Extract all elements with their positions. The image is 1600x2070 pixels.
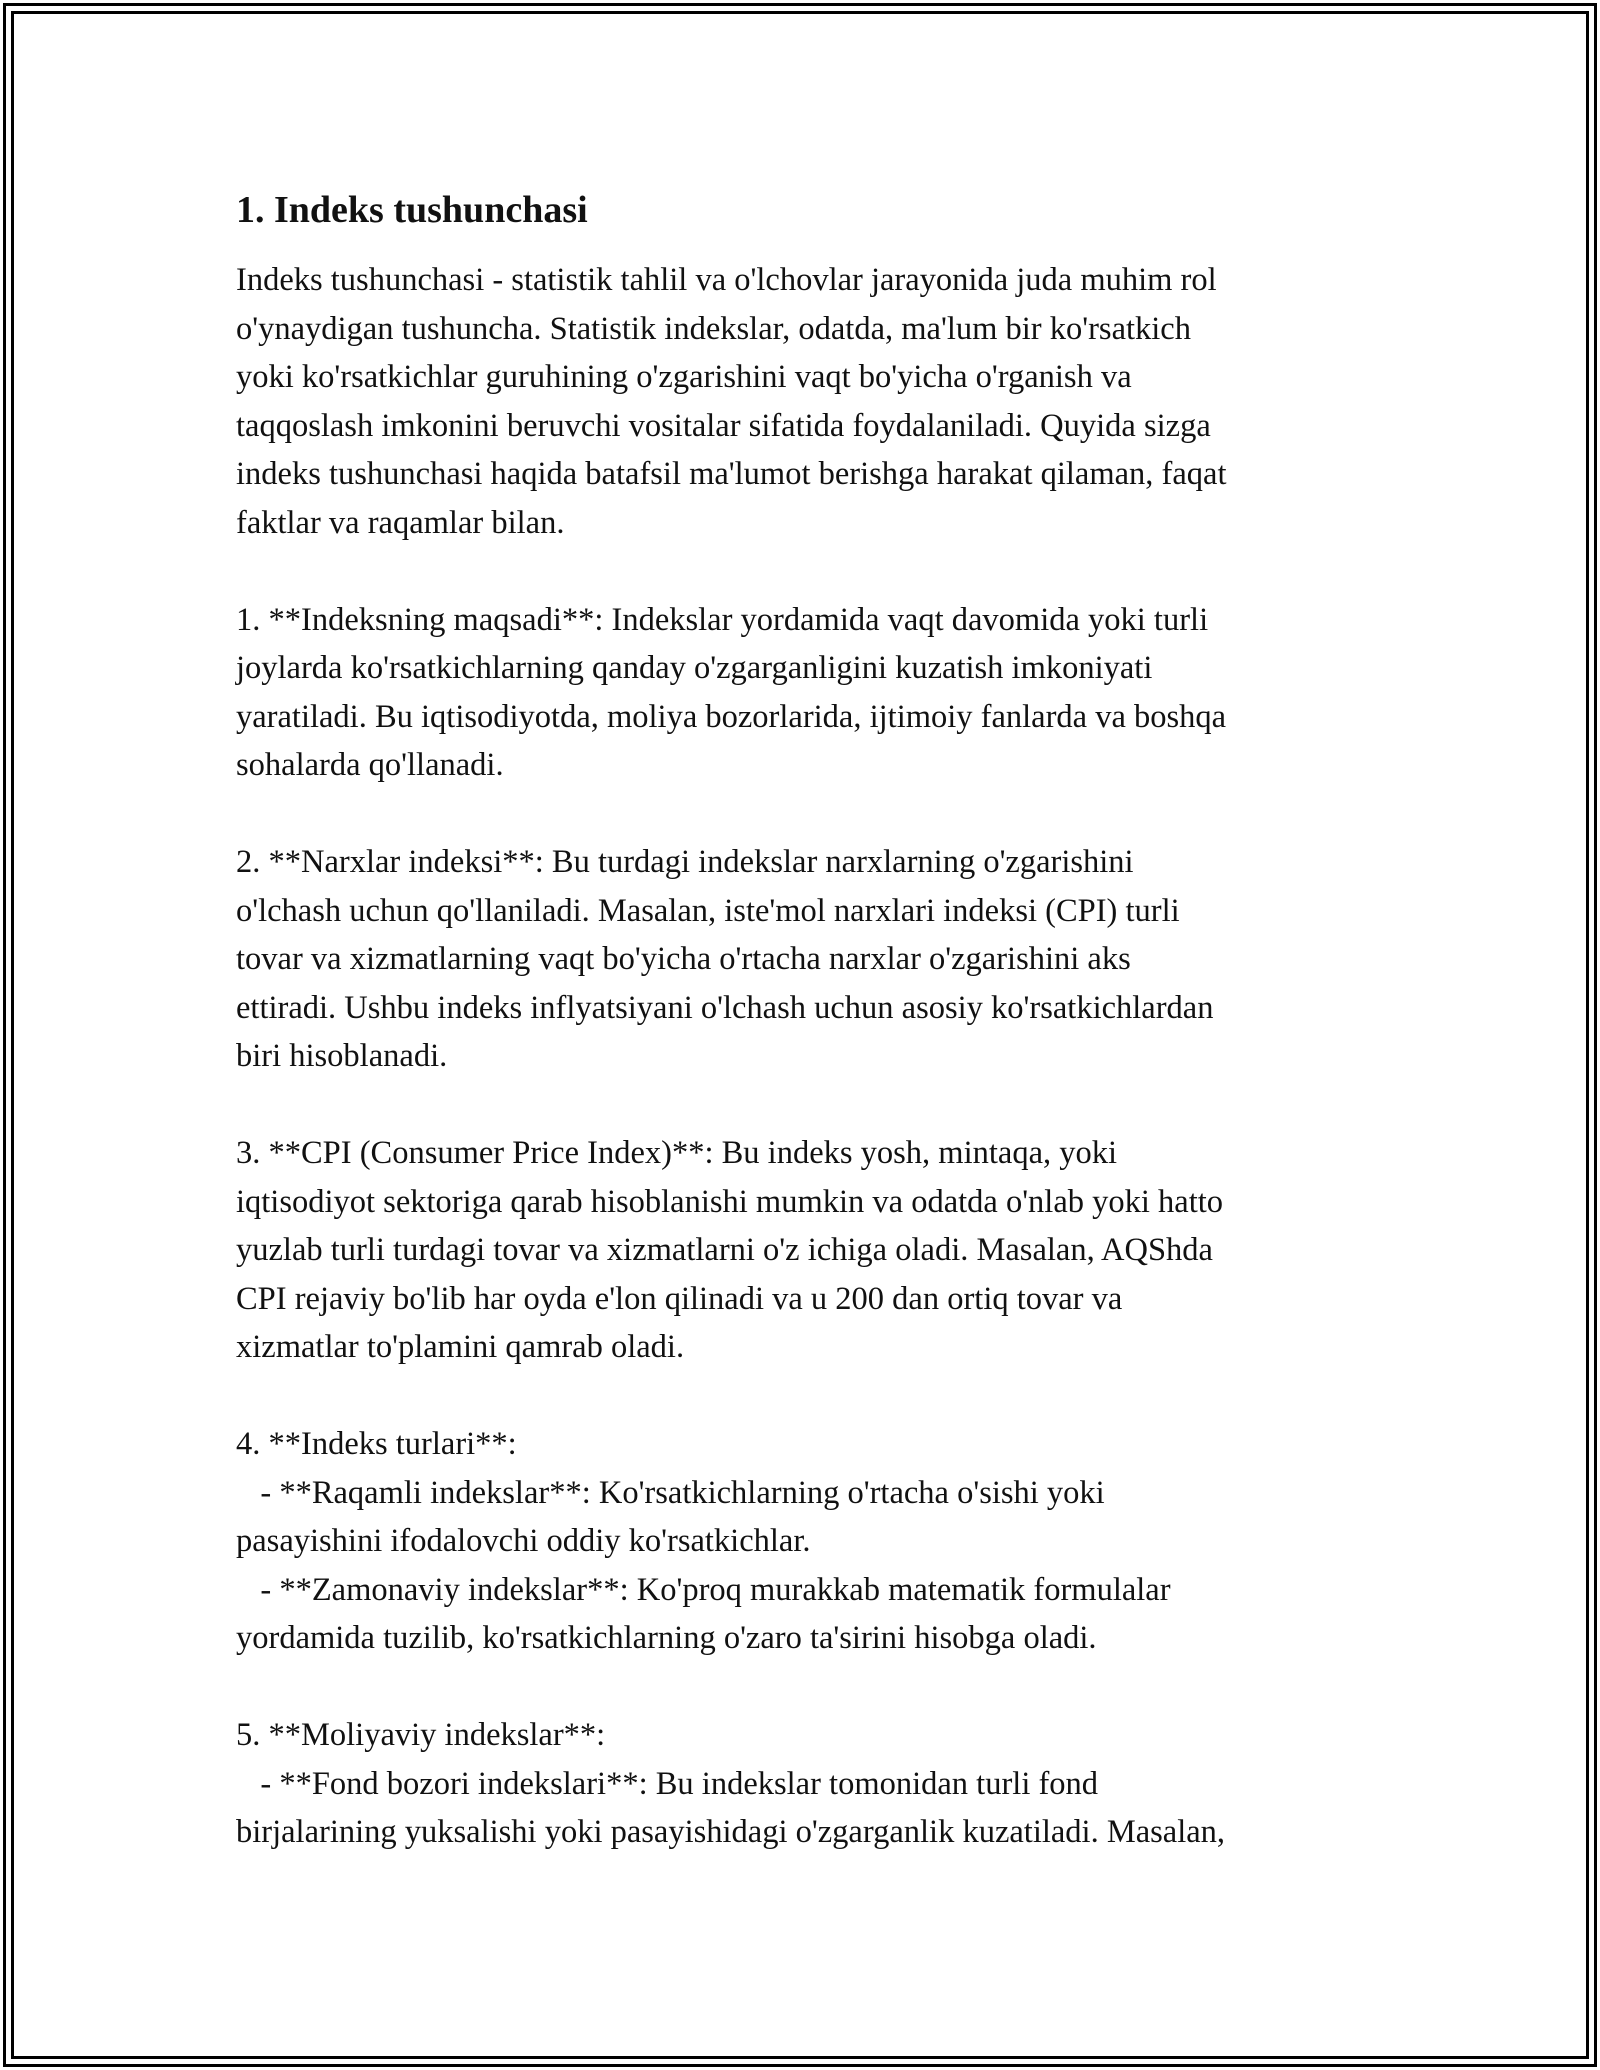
intro-paragraph: Indeks tushunchasi - statistik tahlil va o'lchovlar jarayonida juda muhim rol o'ynaydigan tushuncha. Statistik indekslar, odatda, ma'lum bir ko'rsatkich yoki ko'rsatkichlar guruhining o'zgarishini vaqt bo'yicha o'rganish va taqqoslash imkonini beruvchi vositalar sifatida foydalaniladi. Quyida sizga indeks tushunchasi haqida batafsil ma'lumot berishga harakat qilaman, faqat faktlar va raqamlar bilan. (236, 262, 1227, 541)
document-body (236, 186, 1366, 1857)
list-item-financial-indices: 5. **Moliyaviy indekslar**: - **Fond bozori indekslari**: Bu indekslar tomonidan turli fond birjalarining yuksalishi yoki pasayishidagi o'zgarganlik kuzatiladi. Masalan, (236, 1717, 1226, 1850)
paragraph-gap (236, 1372, 1366, 1421)
list-item-index-types: 4. **Indeks turlari**: - **Raqamli indekslar**: Ko'rsatkichlarning o'rtacha o'sishi yoki pasayishini ifodalovchi oddiy ko'rsatkichlar. - **Zamonaviy indekslar**: Ko'proq murakkab matematik formulalar yordamida tuzilib, ko'rsatkichlarning o'zaro ta'sirini hisobga oladi. (236, 1426, 1171, 1656)
list-item-purpose: 1. **Indeksning maqsadi**: Indekslar yordamida vaqt davomida yoki turli joylarda ko'rsatkichlarning qanday o'zgarganligini kuzatish imkoniyati yaratiladi. Bu iqtisodiyotda, moliya bozorlarida, ijtimoiy fanlarda va boshqa sohalarda qo'llanadi. (236, 601, 1227, 783)
paragraph-gap (236, 790, 1366, 839)
list-item-price-index: 2. **Narxlar indeksi**: Bu turdagi indekslar narxlarning o'zgarishini o'lchash uchun qo'llaniladi. Masalan, iste'mol narxlari indeksi (CPI) turli tovar va xizmatlarning vaqt bo'yicha o'rtacha narxlar o'zgarishini aks ettiradi. Ushbu indeks inflyatsiyani o'lchash uchun asosiy ko'rsatkichlardan biri hisoblanadi. (236, 844, 1214, 1074)
list-item-cpi: 3. **CPI (Consumer Price Index)**: Bu indeks yosh, mintaqa, yoki iqtisodiyot sektoriga qarab hisoblanishi mumkin va odatda o'nlab yoki hatto yuzlab turli turdagi tovar va xizmatlarni o'z ichiga oladi. Masalan, AQShda CPI rejaviy bo'lib har oyda e'lon qilinadi va u 200 dan ortiq tovar va xizmatlar to'plamini qamrab oladi. (236, 1135, 1224, 1365)
section-heading: 1. Indeks tushunchasi (236, 189, 588, 231)
paragraph-gap (236, 1081, 1366, 1130)
paragraph-gap (236, 547, 1366, 596)
paragraph-gap (236, 1663, 1366, 1712)
